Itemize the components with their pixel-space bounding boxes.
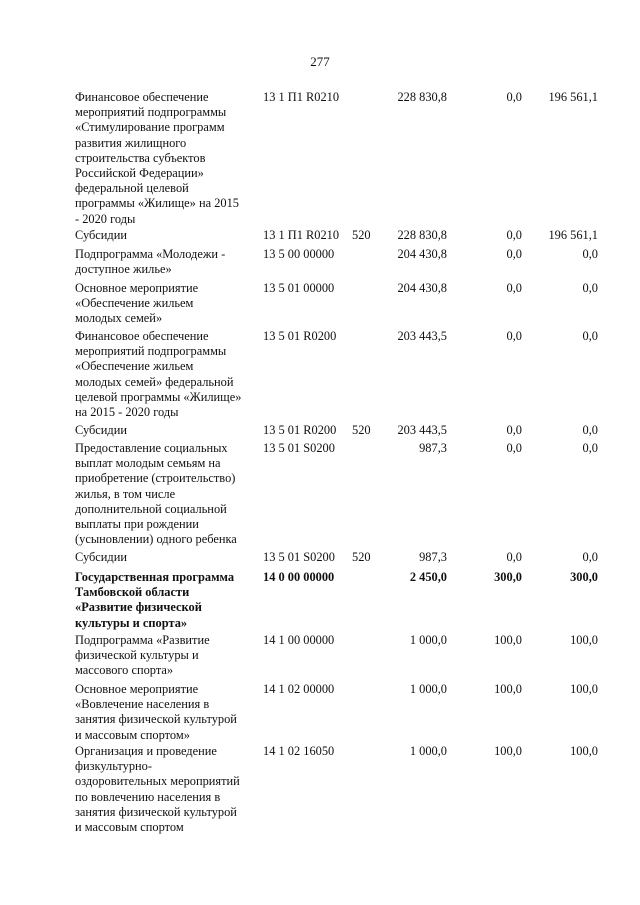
row-name: Подпрограмма «Развитие физической культуры и массового спорта» — [75, 633, 210, 678]
row-code: 13 5 01 R0200 — [263, 423, 337, 437]
row-value-3: 100,0 — [570, 682, 598, 696]
row-value-3: 0,0 — [582, 281, 598, 295]
row-value-1: 987,3 — [419, 441, 447, 455]
row-name: Предоставление социальных выплат молодым семьям на приобретение (строительство) жилья, в том числе дополнительной социальной выплаты при рождении (усыновлении) одного ребенка — [75, 441, 237, 547]
row-value-2: 0,0 — [506, 281, 522, 295]
row-value-1: 228 830,8 — [397, 228, 447, 242]
row-name: Финансовое обеспечение мероприятий подпрограммы «Обеспечение жильем молодых семей» федеральной целевой программы «Жилище» на 2015 - 2020 годы — [75, 329, 242, 420]
row-value-3: 100,0 — [570, 744, 598, 758]
row-value-2: 0,0 — [506, 329, 522, 343]
row-code: 13 5 01 R0200 — [263, 329, 337, 343]
row-value-2: 300,0 — [494, 570, 522, 584]
row-value-3: 100,0 — [570, 633, 598, 647]
page-number: 277 — [310, 54, 330, 69]
row-value-3: 0,0 — [582, 550, 598, 564]
row-value-1: 204 430,8 — [397, 281, 447, 295]
row-value-2: 0,0 — [506, 423, 522, 437]
row-value-3: 0,0 — [582, 329, 598, 343]
row-value-2: 0,0 — [506, 228, 522, 242]
row-value-1: 204 430,8 — [397, 247, 447, 261]
row-code: 13 1 П1 R0210 — [263, 90, 340, 104]
row-name: Подпрограмма «Молодежи - доступное жилье» — [75, 247, 226, 277]
row-value-2: 0,0 — [506, 441, 522, 455]
row-value-3: 0,0 — [582, 423, 598, 437]
row-value-2: 0,0 — [506, 90, 522, 104]
row-code: 14 1 00 00000 — [263, 633, 335, 647]
row-name: Субсидии — [75, 550, 127, 564]
row-code: 14 1 02 16050 — [263, 744, 335, 758]
row-name: Финансовое обеспечение мероприятий подпрограммы «Стимулирование программ развития жилищного строительства субъектов Российской Федерации» федеральной целевой программы «Жилище» на 2015 - 2020 годы — [75, 90, 239, 226]
row-value-3: 300,0 — [570, 570, 598, 584]
row-value-3: 196 561,1 — [548, 90, 598, 104]
row-value-1: 1 000,0 — [409, 744, 447, 758]
row-code: 13 5 00 00000 — [263, 247, 335, 261]
row-code: 14 1 02 00000 — [263, 682, 335, 696]
row-value-2: 100,0 — [494, 682, 522, 696]
row-code: 13 5 01 00000 — [263, 281, 335, 295]
row-value-3: 0,0 — [582, 441, 598, 455]
row-name: Основное мероприятие «Вовлечение населения в занятия физической культурой и массовым спортом» — [75, 682, 237, 742]
row-name: Организация и проведение физкультурно- оздоровительных мероприятий по вовлечению населения в занятия физической культурой и массовым спортом — [75, 744, 240, 835]
row-value-1: 1 000,0 — [409, 682, 447, 696]
row-vr: 520 — [352, 228, 371, 242]
row-value-1: 228 830,8 — [397, 90, 447, 104]
row-value-2: 100,0 — [494, 633, 522, 647]
row-value-1: 203 443,5 — [397, 329, 447, 343]
row-value-2: 100,0 — [494, 744, 522, 758]
row-value-3: 0,0 — [582, 247, 598, 261]
row-code: 14 0 00 00000 — [263, 570, 335, 584]
row-value-1: 203 443,5 — [397, 423, 447, 437]
row-code: 13 1 П1 R0210 — [263, 228, 340, 242]
row-value-1: 1 000,0 — [409, 633, 447, 647]
row-value-2: 0,0 — [506, 247, 522, 261]
row-value-1: 987,3 — [419, 550, 447, 564]
row-value-2: 0,0 — [506, 550, 522, 564]
row-vr: 520 — [352, 550, 371, 564]
row-code: 13 5 01 S0200 — [263, 550, 335, 564]
row-value-1: 2 450,0 — [409, 570, 447, 584]
row-value-3: 196 561,1 — [548, 228, 598, 242]
row-name: Субсидии — [75, 423, 127, 437]
row-vr: 520 — [352, 423, 371, 437]
row-name: Субсидии — [75, 228, 127, 242]
row-name: Государственная программа Тамбовской области «Развитие физической культуры и спорта» — [75, 570, 235, 630]
row-name: Основное мероприятие «Обеспечение жильем молодых семей» — [75, 281, 199, 326]
row-code: 13 5 01 S0200 — [263, 441, 335, 455]
